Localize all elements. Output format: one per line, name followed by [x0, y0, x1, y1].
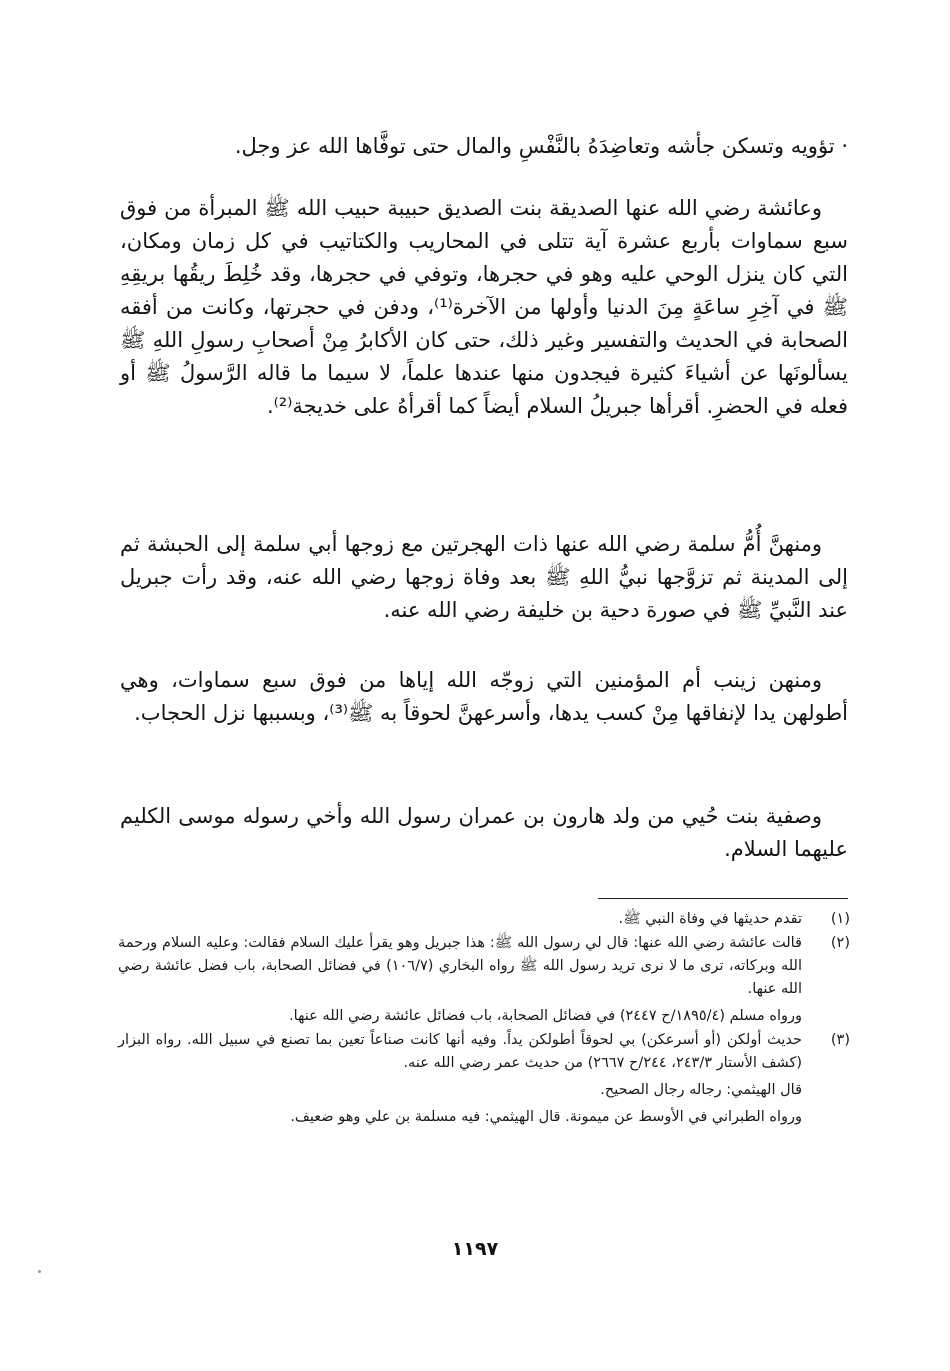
footnote-1	[118, 908, 850, 931]
page-number: ١١٩٧	[451, 1238, 499, 1260]
footnote-line: ورواه الطبراني في الأوسط عن ميمونة. قال الهيثمي: فيه مسلمة بن علي وهو ضعيف.	[290, 1109, 802, 1125]
footnote-line: حديث أولكن (أو أسرعكن) بي لحوقاً أطولكن يداً. وفيه أنها كانت صناعاً تعين بما تصنع في سبيل الله. رواه البزار (كشف الأستار ٢٤٣/٣، ٢٤٤/ح ٢٦٦٧) من حديث عمر رضي الله عنه.	[118, 1032, 802, 1071]
paragraph-text: وصفية بنت حُيي من ولد هارون بن عمران رسول الله وأخي رسوله موسى الكليم عليهما السلام.	[120, 804, 848, 861]
footnote-number: (٢)	[830, 935, 850, 951]
paragraph-umm-salama	[120, 528, 848, 627]
paragraph-safiyya	[120, 800, 848, 866]
paragraph-zaynab	[120, 664, 848, 730]
footnote-body	[118, 908, 802, 931]
footnote-number: (١)	[830, 911, 850, 927]
footnotes-section	[118, 908, 850, 1130]
footnote-line: تقدم حديثها في وفاة النبي ﷺ.	[618, 911, 802, 927]
footnote-line: قال الهيثمي: رجاله رجال الصحيح.	[600, 1082, 802, 1098]
paragraph-aisha	[120, 192, 848, 423]
paragraph-text: · تؤويه وتسكن جأشه وتعاضِدَهُ بالنَّفْسِ والمال حتى توفَّاها الله عز وجل.	[234, 134, 848, 158]
footnote-3	[118, 1029, 850, 1129]
paragraph-text: ومنهنَّ أُمُّ سلمة رضي الله عنها ذات الهجرتين مع زوجها أبي سلمة إلى الحبشة ثم إلى المدينة ثم تزوَّجها نبيُّ اللهِ ﷺ بعد وفاة زوجها رضي الله عنه، وقد رأت جبريل عند النَّبيِّ ﷺ في صورة دحية بن خليفة رضي الله عنه.	[120, 532, 848, 622]
paragraph-text: وعائشة رضي الله عنها الصديقة بنت الصديق حبيبة حبيب الله ﷺ المبرأة من فوق سبع سماوات بأربع عشرة آية تتلى في المحاريب والكتاتيب في كل زمان ومكان، التي كان ينزل الوحي عليه وهو في حجرها، وتوفي في حجرها، وقد خُلِطَ ريقُها بريقِهِ ﷺ في آخِرِ ساعَةٍ مِنَ الدنيا وأولها من الآخرة⁽¹⁾، ودفن في حجرتها، وكانت من أفقه الصحابة في الحديث والتفسير وغير ذلك، حتى كان الأكابرُ مِنْ أصحابِ رسولِ اللهِ ﷺ يسألونَها عن أشياءَ كثيرة فيجدون منها عندها علماً، لا سيما ما قاله الرَّسولُ ﷺ أو فعله في الحضرِ. أقرأها جبريلُ السلام أيضاً كما أقرأهُ على خديجة⁽²⁾.	[120, 196, 848, 418]
footnote-line: ورواه مسلم (١٨٩٥/٤/ح ٢٤٤٧) في فضائل الصحابة، باب فضائل عائشة رضي الله عنها.	[289, 1008, 802, 1024]
footnote-number: (٣)	[830, 1032, 850, 1048]
paragraph-text: ومنهن زينب أم المؤمنين التي زوجّه الله إياها من فوق سبع سماوات، وهي أطولهن يدا لإنفاقها مِنْ كسب يدها، وأسرعهنَّ لحوقاً به ﷺ⁽³⁾، وبسببها نزل الحجاب.	[120, 668, 848, 725]
footnote-divider	[598, 898, 848, 899]
footnote-2	[118, 932, 850, 1028]
footnote-body	[118, 1029, 802, 1129]
footnote-body	[118, 932, 802, 1028]
footnote-line: قالت عائشة رضي الله عنها: قال لي رسول الله ﷺ: هذا جبريل وهو يقرأ عليك السلام فقالت: وعليه السلام ورحمة الله وبركاته، ترى ما لا نرى تريد رسول الله ﷺ رواه البخاري (١٠٦/٧) في فضائل الصحابة، باب فضل عائشة رضي الله عنها.	[118, 935, 802, 997]
scan-artifact-dot	[38, 1270, 41, 1273]
paragraph-continuation	[120, 130, 848, 163]
